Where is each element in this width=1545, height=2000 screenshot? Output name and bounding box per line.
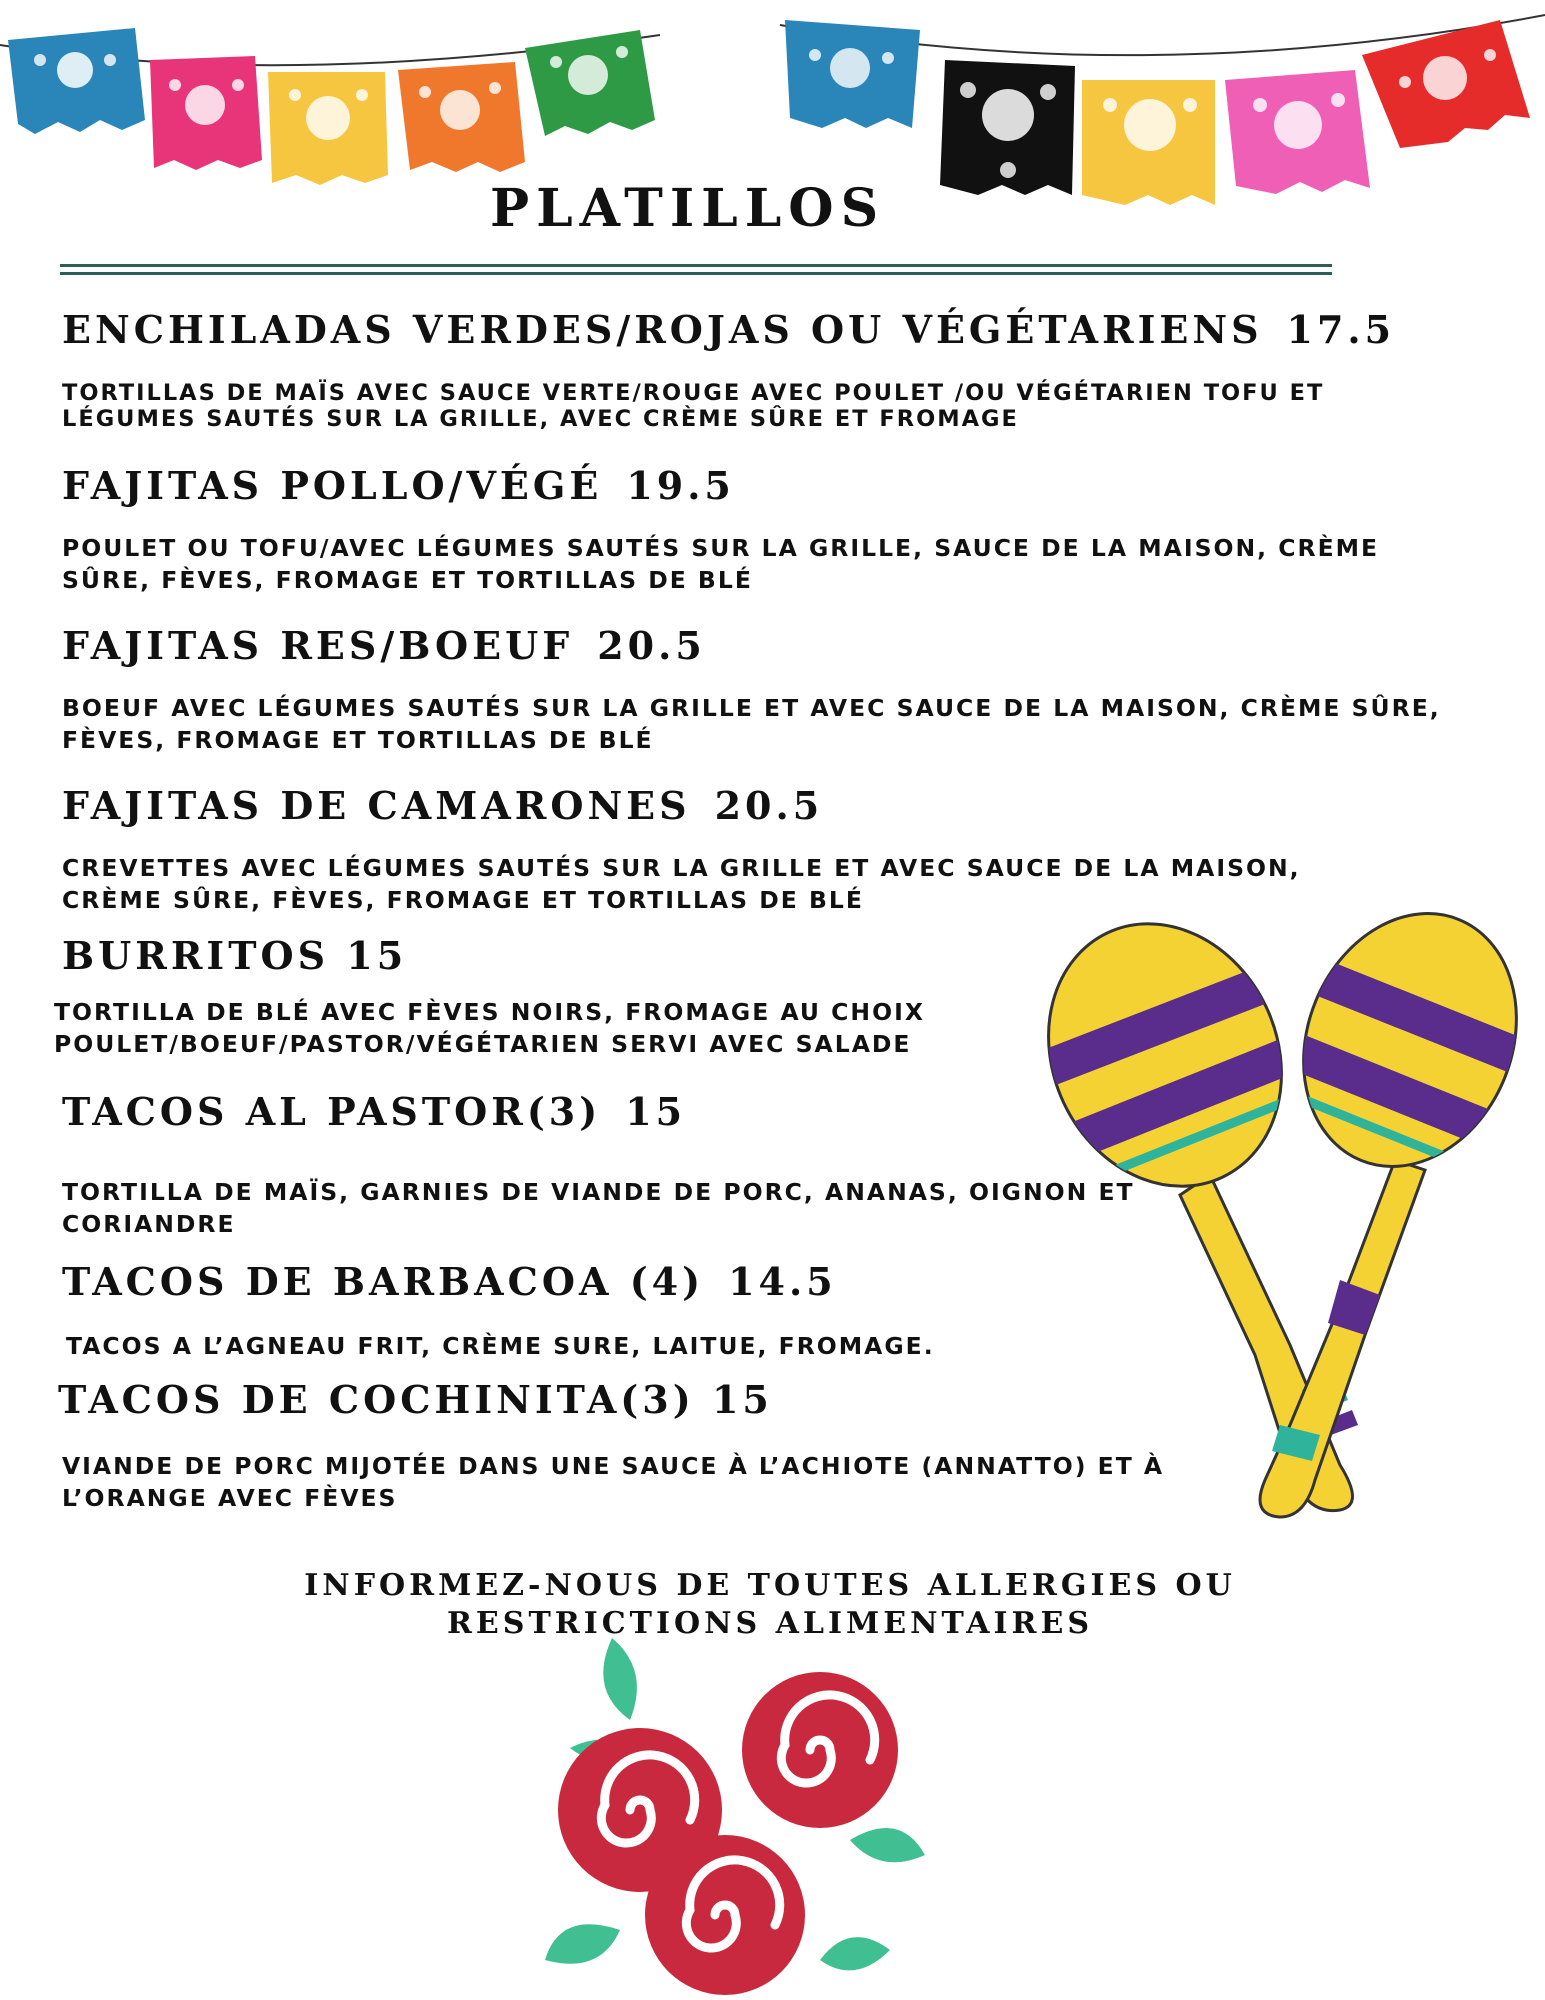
item-price: 20.5: [714, 783, 824, 828]
item-name: ENCHILADAS VERDES/ROJAS OU VÉGÉTARIENS: [62, 307, 1263, 352]
roses-illustration: [520, 1630, 1000, 2000]
item-description: TORTILLA DE MAÏS, GARNIES DE VIANDE DE PORC, ANANAS, OIGNON ET CORIANDRE: [62, 1178, 1135, 1238]
item-name: TACOS DE COCHINITA(3): [58, 1377, 695, 1422]
title-divider-top: [60, 264, 1332, 267]
item-description: TORTILLAS DE MAÏS AVEC SAUCE VERTE/ROUGE AVEC POULET /OU VÉGÉTARIEN TOFU ET LÉGUMES SAUTÉS SUR LA GRILLE, AVEC CRÈME SÛRE ET FROMAGE: [62, 380, 1325, 432]
banner-flag-yellow-2: [1082, 80, 1215, 205]
menu-item: [62, 308, 1462, 432]
menu-item: [62, 624, 1462, 756]
item-name: BURRITOS: [62, 933, 330, 978]
item-description: CREVETTES AVEC LÉGUMES SAUTÉS SUR LA GRILLE ET AVEC SAUCE DE LA MAISON, CRÈME SÛRE, FÈVES, FROMAGE ET TORTILLAS DE BLÉ: [62, 854, 1301, 914]
item-name: FAJITAS DE CAMARONES: [62, 783, 691, 828]
title-divider-bottom: [60, 272, 1332, 275]
item-price: 15: [711, 1377, 773, 1422]
banner-flag-orange-1: [398, 62, 525, 172]
banner-flag-pink-1: [150, 56, 262, 170]
banner-flag-blue-1: [8, 28, 145, 134]
maracas-illustration: [1040, 905, 1540, 1525]
item-price: 20.5: [597, 623, 706, 668]
page-title: PLATILLOS: [490, 178, 886, 239]
banner-flag-black: [940, 60, 1075, 195]
item-price: 15: [625, 1089, 687, 1134]
item-description: TACOS A L’AGNEAU FRIT, CRÈME SURE, LAITUE, FROMAGE.: [66, 1332, 935, 1360]
item-description: TORTILLA DE BLÉ AVEC FÈVES NOIRS, FROMAGE AU CHOIX POULET/BOEUF/PASTOR/VÉGÉTARIEN SERVI AVEC SALADE: [54, 998, 925, 1058]
item-name: FAJITAS RES/BOEUF: [62, 623, 574, 668]
item-name: FAJITAS POLLO/VÉGÉ: [62, 463, 603, 508]
allergy-note: INFORMEZ-NOUS DE TOUTES ALLERGIES OU RESTRICTIONS ALIMENTAIRES: [304, 1568, 1236, 1641]
item-description: VIANDE DE PORC MIJOTÉE DANS UNE SAUCE À L’ACHIOTE (ANNATTO) ET À L’ORANGE AVEC FÈVES: [62, 1452, 1165, 1512]
item-description: BOEUF AVEC LÉGUMES SAUTÉS SUR LA GRILLE ET AVEC SAUCE DE LA MAISON, CRÈME SÛRE, FÈVES, FROMAGE ET TORTILLAS DE BLÉ: [62, 694, 1441, 754]
item-price: 17.5: [1286, 307, 1396, 352]
item-price: 15: [346, 933, 408, 978]
menu-item: [62, 464, 1462, 596]
banner-flag-green-1: [525, 30, 655, 136]
banner-flag-blue-2: [785, 20, 920, 128]
item-name: TACOS DE BARBACOA (4): [62, 1259, 705, 1304]
menu-item: [62, 784, 1462, 916]
banner-flag-yellow-1: [268, 72, 388, 185]
item-price: 19.5: [626, 463, 735, 508]
item-name: TACOS AL PASTOR(3): [62, 1089, 602, 1134]
banner-flag-pink-2: [1225, 70, 1370, 194]
item-description: POULET OU TOFU/AVEC LÉGUMES SAUTÉS SUR LA GRILLE, SAUCE DE LA MAISON, CRÈME SÛRE, FÈVES, FROMAGE ET TORTILLAS DE BLÉ: [62, 534, 1380, 594]
item-price: 14.5: [728, 1259, 837, 1304]
